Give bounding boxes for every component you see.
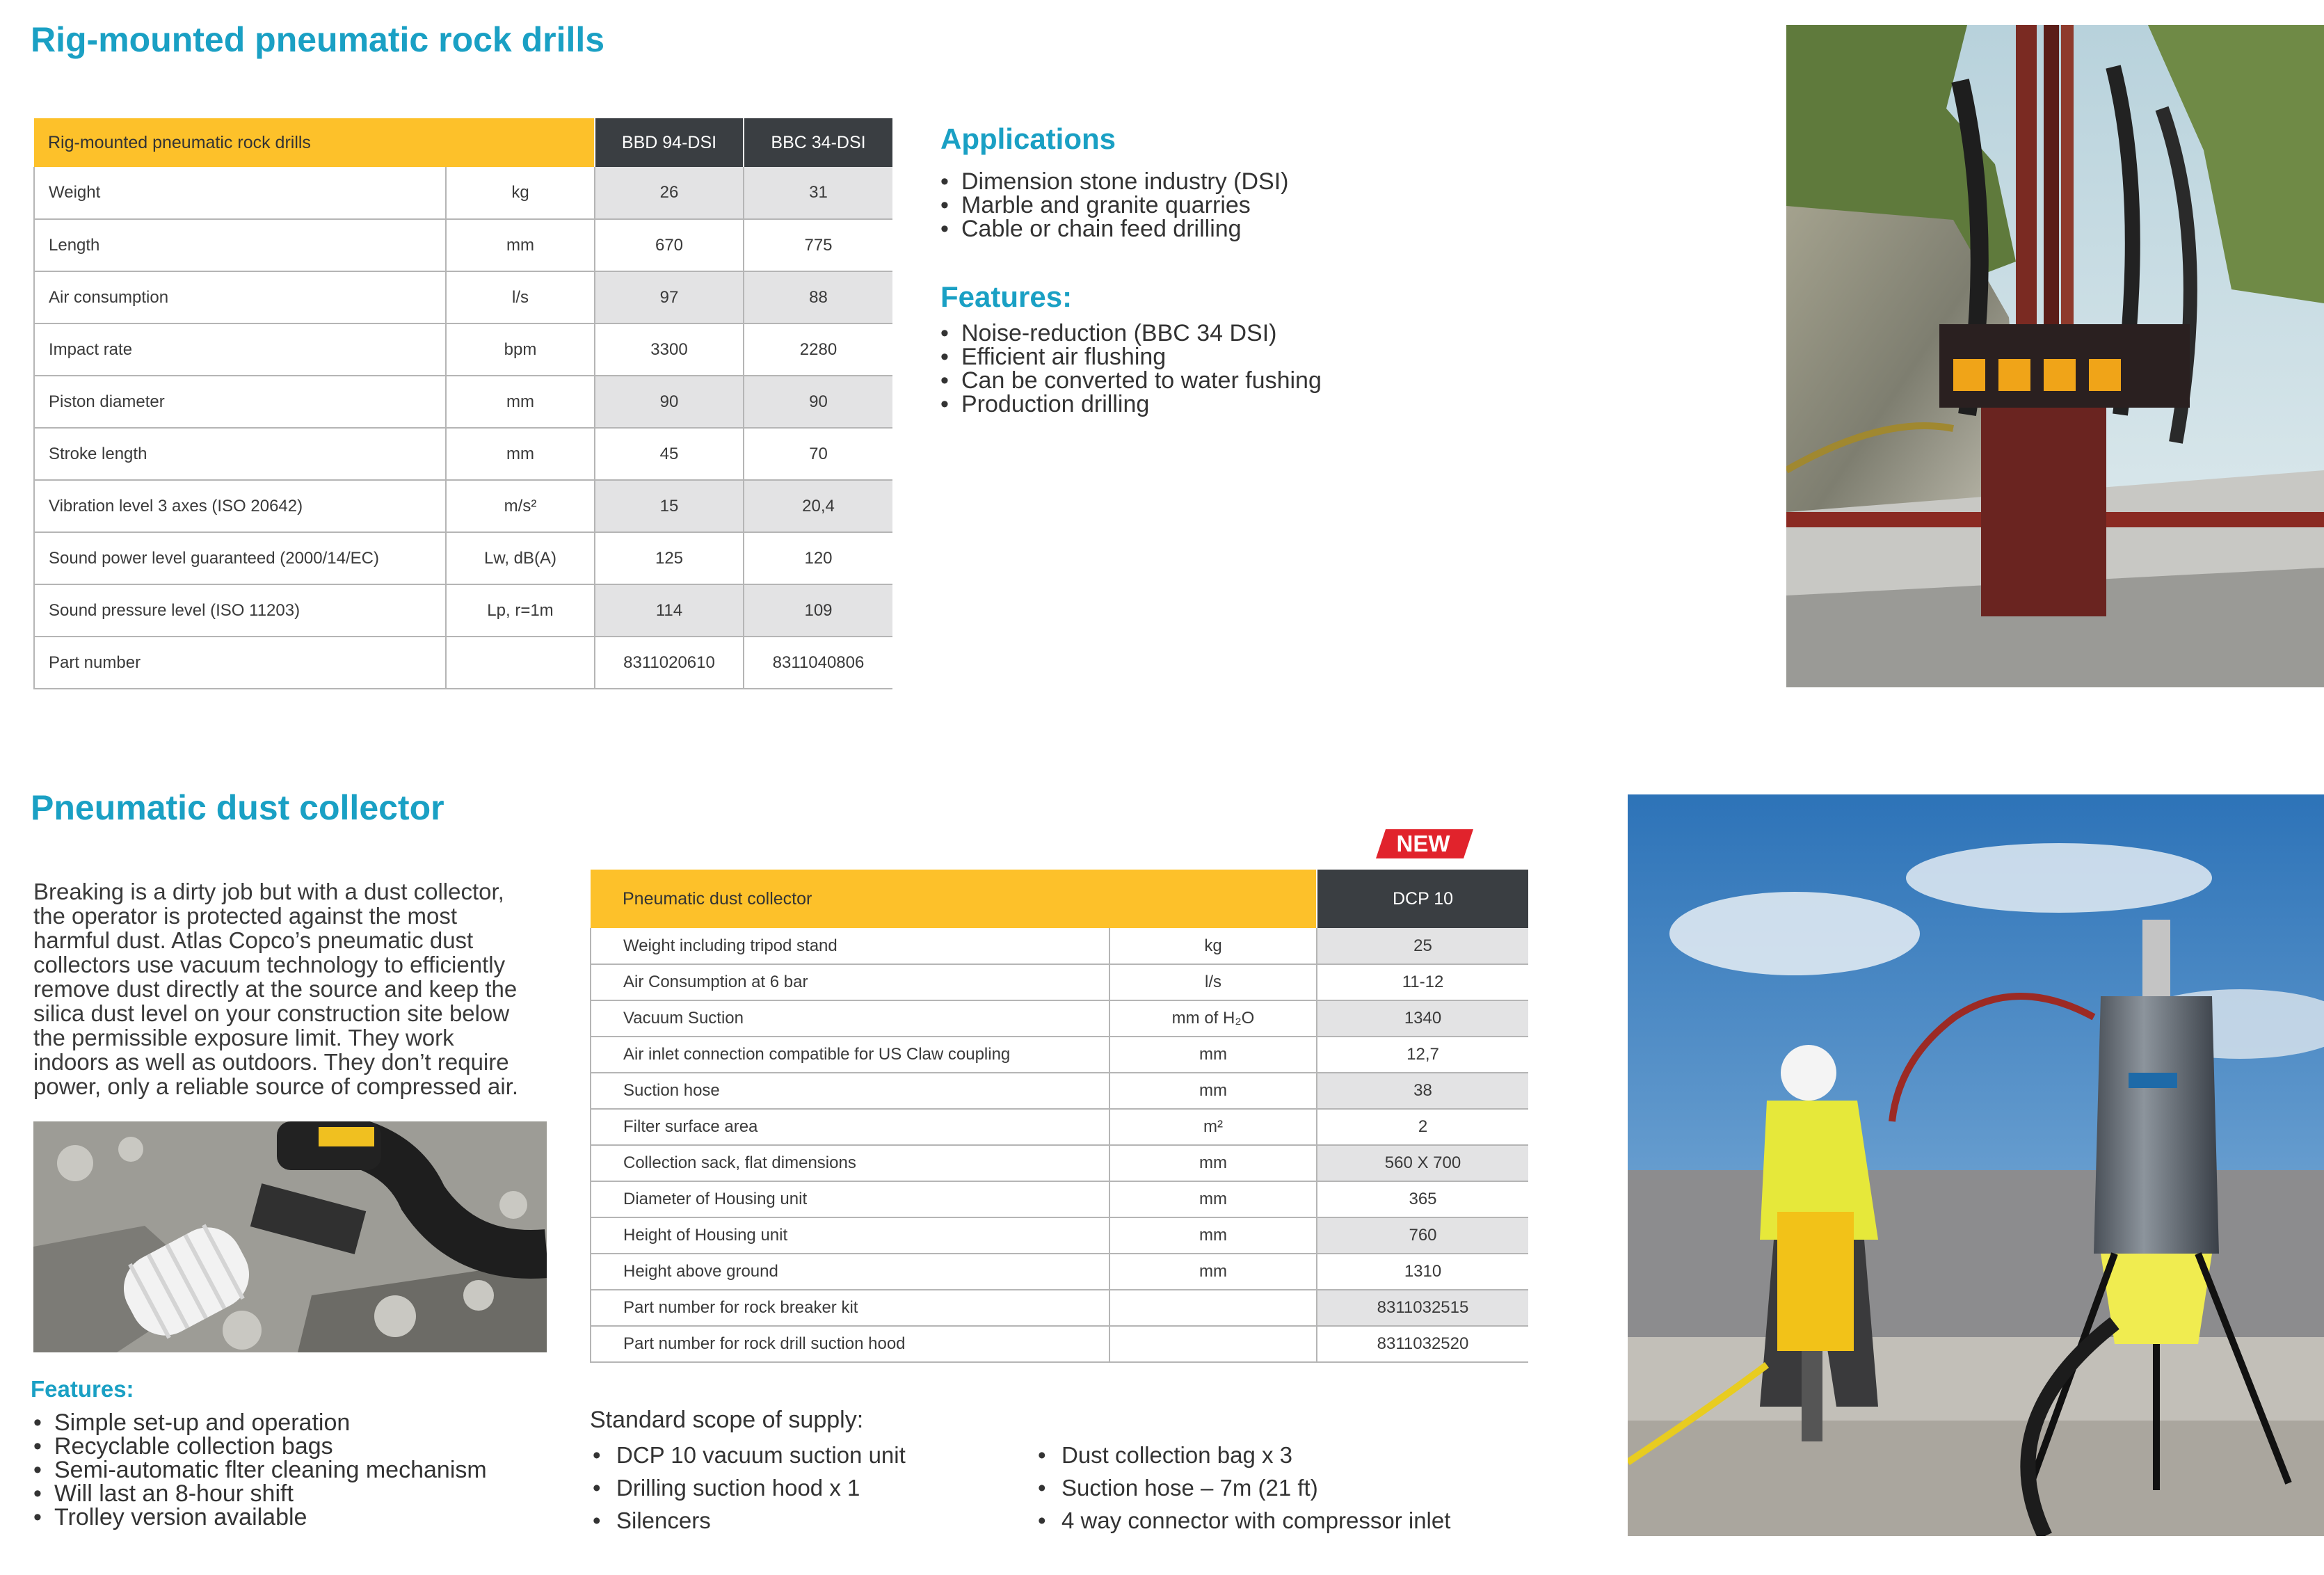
list-item: • Simple set-up and operation xyxy=(33,1411,487,1434)
list-item: • Cable or chain feed drilling xyxy=(940,217,1289,241)
table-row xyxy=(591,1000,1528,1037)
table-row xyxy=(34,428,892,480)
table-row xyxy=(591,1145,1528,1181)
row-label: Impact rate xyxy=(34,323,446,376)
section1-title: Rig-mounted pneumatic rock drills xyxy=(31,20,605,59)
table-header-title: Pneumatic dust collector xyxy=(591,870,1317,928)
paragraph-line: remove dust directly at the source and keep the xyxy=(33,976,518,1002)
row-label: Part number for rock breaker kit xyxy=(591,1290,1109,1326)
dust-collector-spec-table xyxy=(590,870,1528,1363)
row-unit xyxy=(1109,1290,1317,1326)
row-label: Filter surface area xyxy=(591,1109,1109,1145)
row-value-bbd94: 125 xyxy=(595,532,744,584)
table-row xyxy=(34,167,892,219)
row-value-dcp10: 365 xyxy=(1317,1181,1528,1217)
list-item: • Semi-automatic flter cleaning mechanism xyxy=(33,1458,487,1482)
row-unit: mm xyxy=(446,219,595,271)
row-value-bbc34: 31 xyxy=(744,167,892,219)
row-label: Collection sack, flat dimensions xyxy=(591,1145,1109,1181)
list-item: • Can be converted to water fushing xyxy=(940,369,1322,392)
row-unit: m² xyxy=(1109,1109,1317,1145)
row-label: Diameter of Housing unit xyxy=(591,1181,1109,1217)
row-value-bbc34: 120 xyxy=(744,532,892,584)
model-header-bbc34: BBC 34-DSI xyxy=(744,118,892,167)
table-row xyxy=(34,480,892,532)
applications-list xyxy=(940,170,1289,241)
row-unit xyxy=(446,637,595,689)
row-unit: bpm xyxy=(446,323,595,376)
row-unit: mm xyxy=(1109,1073,1317,1109)
dust-features-heading: Features: xyxy=(31,1376,134,1402)
row-unit: kg xyxy=(446,167,595,219)
suction-hood-photo xyxy=(33,1121,547,1352)
dust-features-list xyxy=(33,1411,487,1529)
row-label: Vibration level 3 axes (ISO 20642) xyxy=(34,480,446,532)
table-row xyxy=(591,964,1528,1000)
row-label: Part number xyxy=(34,637,446,689)
row-label: Weight xyxy=(34,167,446,219)
paragraph-line: Breaking is a dirty job but with a dust collector, xyxy=(33,879,504,904)
row-value-dcp10: 38 xyxy=(1317,1073,1528,1109)
row-value-dcp10: 8311032515 xyxy=(1317,1290,1528,1326)
row-label: Piston diameter xyxy=(34,376,446,428)
row-value-bbc34: 775 xyxy=(744,219,892,271)
row-unit: mm xyxy=(1109,1037,1317,1073)
row-value-bbd94: 3300 xyxy=(595,323,744,376)
features-list xyxy=(940,321,1322,416)
paragraph-line: indoors as well as outdoors. They don’t require xyxy=(33,1049,509,1075)
table-row xyxy=(591,1254,1528,1290)
paragraph-line: power, only a reliable source of compressed air. xyxy=(33,1073,519,1099)
supply-list-right xyxy=(1036,1439,1450,1537)
list-item: • Trolley version available xyxy=(33,1505,487,1529)
row-label: Length xyxy=(34,219,446,271)
row-unit: mm xyxy=(1109,1145,1317,1181)
row-unit: mm of H₂O xyxy=(1109,1000,1317,1037)
row-value-bbc34: 20,4 xyxy=(744,480,892,532)
list-item: • Drilling suction hood x 1 xyxy=(591,1471,906,1504)
row-value-bbc34: 109 xyxy=(744,584,892,637)
row-value-bbd94: 97 xyxy=(595,271,744,323)
list-item: • DCP 10 vacuum suction unit xyxy=(591,1439,906,1471)
section2-title: Pneumatic dust collector xyxy=(31,788,444,827)
row-value-dcp10: 1340 xyxy=(1317,1000,1528,1037)
list-item: • Marble and granite quarries xyxy=(940,193,1289,217)
row-unit: mm xyxy=(1109,1254,1317,1290)
row-value-bbd94: 670 xyxy=(595,219,744,271)
row-label: Vacuum Suction xyxy=(591,1000,1109,1037)
row-value-dcp10: 2 xyxy=(1317,1109,1528,1145)
row-label: Sound pressure level (ISO 11203) xyxy=(34,584,446,637)
row-label: Height above ground xyxy=(591,1254,1109,1290)
row-value-dcp10: 560 X 700 xyxy=(1317,1145,1528,1181)
row-value-bbc34: 88 xyxy=(744,271,892,323)
table-row xyxy=(591,1073,1528,1109)
dust-collector-description xyxy=(33,879,534,1098)
paragraph-line: the operator is protected against the most xyxy=(33,903,458,929)
row-unit: l/s xyxy=(1109,964,1317,1000)
list-item: • Recyclable collection bags xyxy=(33,1434,487,1458)
row-label: Air inlet connection compatible for US Claw coupling xyxy=(591,1037,1109,1073)
model-header-bbd94: BBD 94-DSI xyxy=(595,118,744,167)
table-row xyxy=(591,1181,1528,1217)
row-value-bbd94: 114 xyxy=(595,584,744,637)
row-unit: kg xyxy=(1109,928,1317,964)
row-value-dcp10: 8311032520 xyxy=(1317,1326,1528,1362)
row-value-dcp10: 25 xyxy=(1317,928,1528,964)
list-item: • Production drilling xyxy=(940,392,1322,416)
list-item: • Dimension stone industry (DSI) xyxy=(940,170,1289,193)
paragraph-line: the permissible exposure limit. They work xyxy=(33,1025,454,1050)
row-unit: Lw, dB(A) xyxy=(446,532,595,584)
row-value-bbc34: 90 xyxy=(744,376,892,428)
row-value-bbc34: 70 xyxy=(744,428,892,480)
row-value-bbd94: 90 xyxy=(595,376,744,428)
row-value-bbd94: 15 xyxy=(595,480,744,532)
list-item: • Efficient air flushing xyxy=(940,345,1322,369)
row-unit: mm xyxy=(446,428,595,480)
row-value-bbc34: 8311040806 xyxy=(744,637,892,689)
supply-heading: Standard scope of supply: xyxy=(590,1407,864,1433)
row-label: Stroke length xyxy=(34,428,446,480)
table-row xyxy=(591,1109,1528,1145)
row-unit: mm xyxy=(1109,1217,1317,1254)
features-heading: Features: xyxy=(940,280,1073,313)
table-row xyxy=(591,928,1528,964)
rock-drill-spec-table xyxy=(33,118,892,689)
row-value-bbd94: 45 xyxy=(595,428,744,480)
row-label: Part number for rock drill suction hood xyxy=(591,1326,1109,1362)
table-row xyxy=(34,584,892,637)
list-item: • Will last an 8-hour shift xyxy=(33,1482,487,1505)
row-unit: mm xyxy=(446,376,595,428)
table-row xyxy=(591,1290,1528,1326)
row-unit: l/s xyxy=(446,271,595,323)
row-value-bbd94: 26 xyxy=(595,167,744,219)
table-row xyxy=(591,1037,1528,1073)
row-value-dcp10: 1310 xyxy=(1317,1254,1528,1290)
row-label: Height of Housing unit xyxy=(591,1217,1109,1254)
row-unit: Lp, r=1m xyxy=(446,584,595,637)
paragraph-line: harmful dust. Atlas Copco’s pneumatic dust xyxy=(33,927,474,953)
paragraph-line: collectors use vacuum technology to efficiently xyxy=(33,952,506,977)
list-item: • 4 way connector with compressor inlet xyxy=(1036,1504,1450,1537)
table-row xyxy=(34,376,892,428)
rock-drill-rig-photo xyxy=(1786,25,2324,687)
row-value-dcp10: 12,7 xyxy=(1317,1037,1528,1073)
table-row xyxy=(34,271,892,323)
applications-heading: Applications xyxy=(940,122,1116,155)
list-item: • Noise-reduction (BBC 34 DSI) xyxy=(940,321,1322,345)
row-label: Air consumption xyxy=(34,271,446,323)
table-row xyxy=(34,323,892,376)
row-unit xyxy=(1109,1326,1317,1362)
row-unit: mm xyxy=(1109,1181,1317,1217)
table-row xyxy=(34,532,892,584)
row-label: Air Consumption at 6 bar xyxy=(591,964,1109,1000)
row-unit: m/s² xyxy=(446,480,595,532)
table-row xyxy=(34,219,892,271)
dust-collector-worker-photo xyxy=(1628,794,2324,1536)
list-item: • Silencers xyxy=(591,1504,906,1537)
new-badge xyxy=(1376,826,1473,860)
row-label: Weight including tripod stand xyxy=(591,928,1109,964)
paragraph-line: silica dust level on your construction site below xyxy=(33,1000,510,1026)
supply-list-left xyxy=(591,1439,906,1537)
model-header-dcp10: DCP 10 xyxy=(1317,870,1528,928)
row-value-dcp10: 11-12 xyxy=(1317,964,1528,1000)
table-row xyxy=(591,1326,1528,1362)
list-item: • Dust collection bag x 3 xyxy=(1036,1439,1450,1471)
list-item: • Suction hose – 7m (21 ft) xyxy=(1036,1471,1450,1504)
table-row xyxy=(34,637,892,689)
row-label: Sound power level guaranteed (2000/14/EC) xyxy=(34,532,446,584)
new-badge-label: NEW xyxy=(1396,831,1450,856)
row-value-dcp10: 760 xyxy=(1317,1217,1528,1254)
row-value-bbc34: 2280 xyxy=(744,323,892,376)
row-value-bbd94: 8311020610 xyxy=(595,637,744,689)
table-row xyxy=(591,1217,1528,1254)
table-header-title: Rig-mounted pneumatic rock drills xyxy=(34,118,595,167)
row-label: Suction hose xyxy=(591,1073,1109,1109)
